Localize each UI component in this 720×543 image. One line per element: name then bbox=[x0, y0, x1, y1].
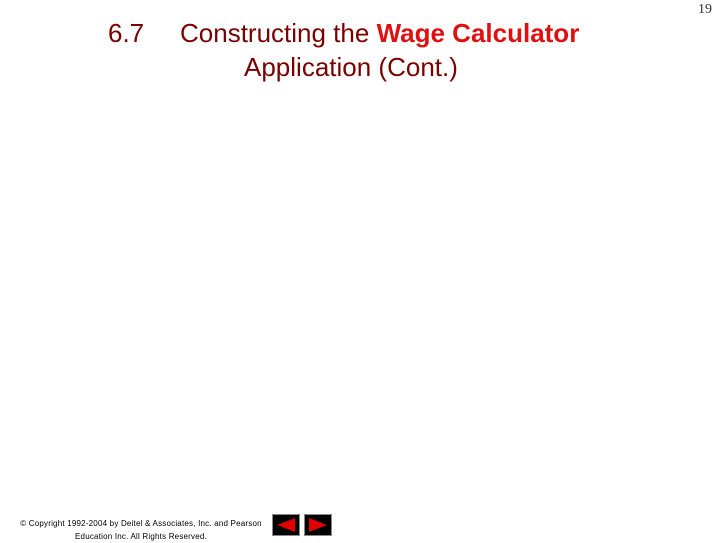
title-text: Constructing the bbox=[180, 18, 377, 48]
title-line-2: Application (Cont.) bbox=[244, 52, 458, 82]
section-number: 6.7 bbox=[108, 18, 145, 48]
next-slide-button[interactable] bbox=[304, 514, 332, 536]
arrow-left-icon bbox=[275, 517, 297, 533]
copyright-line-1: © Copyright 1992-2004 by Deitel & Associates, Inc. and Pearson bbox=[20, 519, 262, 528]
copyright-notice bbox=[6, 517, 276, 543]
title-highlight: Wage Calculator bbox=[376, 18, 580, 48]
copyright-line-2: Education Inc. All Rights Reserved. bbox=[75, 532, 207, 541]
slide-navigation bbox=[272, 514, 332, 536]
previous-slide-button[interactable] bbox=[272, 514, 300, 536]
page-number: 19 bbox=[698, 2, 712, 17]
arrow-right-icon bbox=[307, 517, 329, 533]
title-line-1 bbox=[108, 16, 579, 50]
